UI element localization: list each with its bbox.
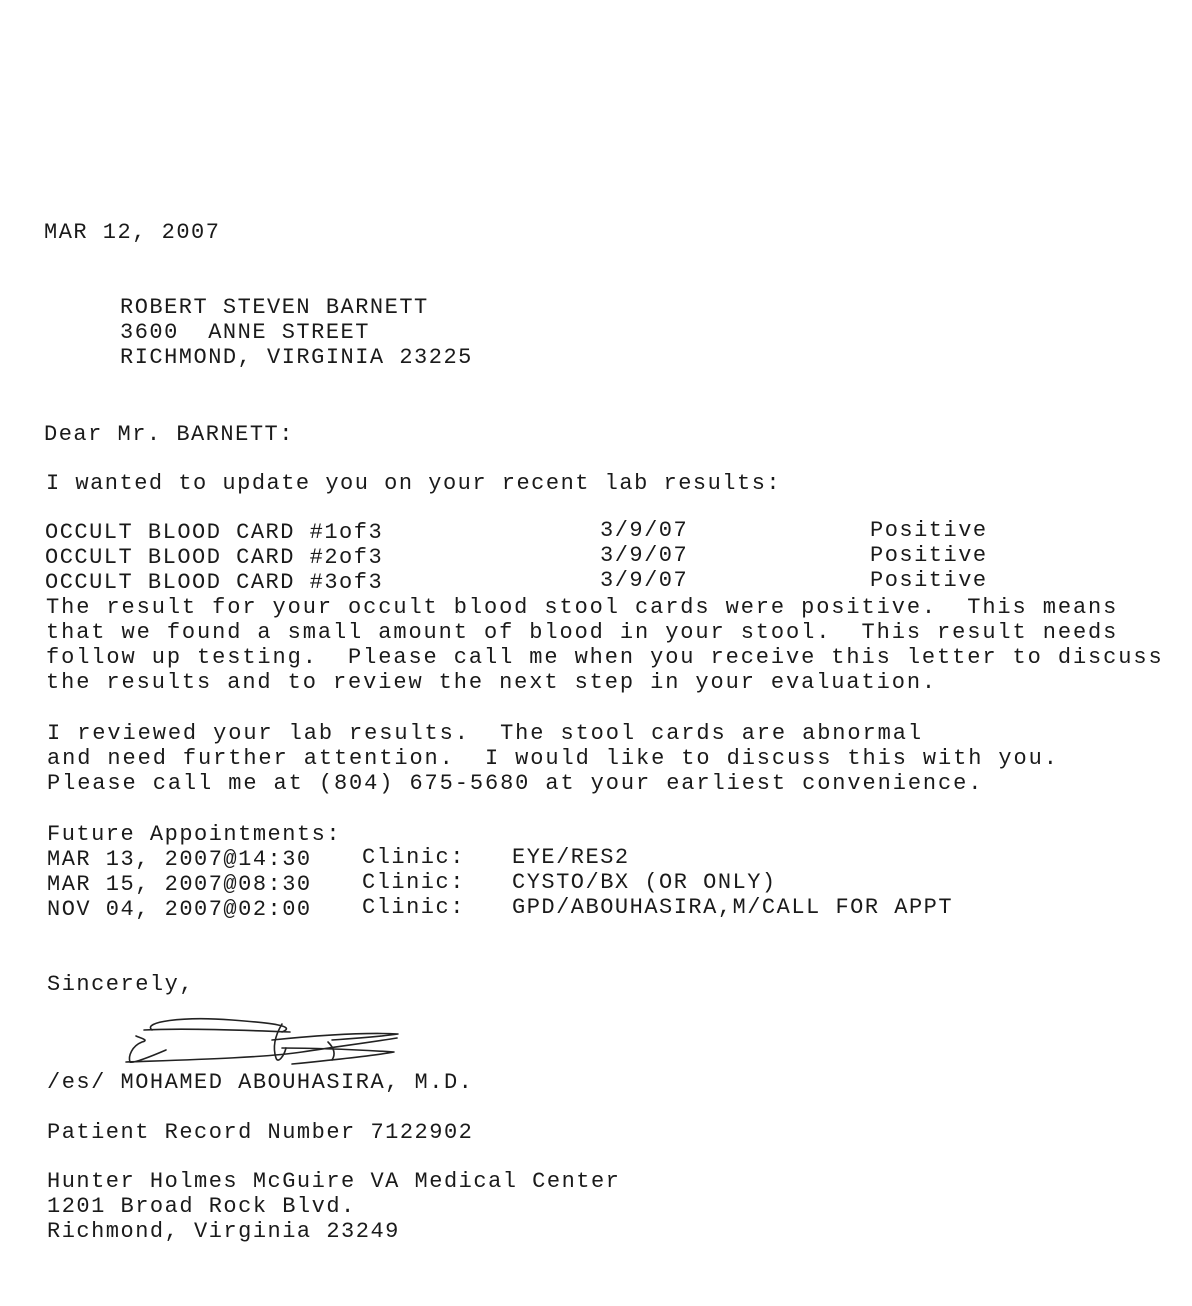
recipient-street: 3600 ANNE STREET: [120, 320, 370, 345]
paragraph-line: Please call me at (804) 675-5680 at your earliest convenience.: [47, 771, 984, 796]
paragraph-line: The result for your occult blood stool cards were positive. This means: [46, 595, 1119, 620]
paragraph-line: and need further attention. I would like to discuss this with you.: [47, 746, 1059, 771]
facility-street: 1201 Broad Rock Blvd.: [47, 1194, 356, 1219]
lab-test-date: 3/9/07: [600, 543, 689, 568]
closing: Sincerely,: [47, 972, 195, 997]
facility-name: Hunter Holmes McGuire VA Medical Center: [47, 1169, 621, 1194]
lab-test-date: 3/9/07: [600, 568, 689, 593]
lab-test-name: OCCULT BLOOD CARD #2of3: [45, 545, 384, 570]
salutation: Dear Mr. BARNETT:: [44, 422, 294, 447]
intro-line: I wanted to update you on your recent lab results:: [46, 471, 782, 496]
appointment-label: Clinic:: [362, 845, 465, 870]
appointment-datetime: NOV 04, 2007@02:00: [47, 897, 312, 922]
appointment-label: Clinic:: [362, 895, 465, 920]
paragraph-line: that we found a small amount of blood in your stool. This result needs: [46, 620, 1119, 645]
appointments-heading: Future Appointments:: [47, 822, 342, 847]
recipient-name: ROBERT STEVEN BARNETT: [120, 295, 429, 320]
paragraph-line: I reviewed your lab results. The stool cards are abnormal: [47, 721, 923, 746]
lab-test-result: Positive: [870, 518, 988, 543]
appointment-clinic: CYSTO/BX (OR ONLY): [512, 870, 777, 895]
recipient-city: RICHMOND, VIRGINIA 23225: [120, 345, 473, 370]
lab-test-result: Positive: [870, 568, 988, 593]
lab-test-result: Positive: [870, 543, 988, 568]
appointment-datetime: MAR 15, 2007@08:30: [47, 872, 312, 897]
signer-name: /es/ MOHAMED ABOUHASIRA, M.D.: [47, 1070, 474, 1095]
appointment-clinic: EYE/RES2: [512, 845, 630, 870]
facility-city: Richmond, Virginia 23249: [47, 1219, 400, 1244]
appointment-label: Clinic:: [362, 870, 465, 895]
handwritten-signature: [122, 1012, 412, 1074]
paragraph-line: the results and to review the next step in your evaluation.: [46, 670, 938, 695]
lab-test-date: 3/9/07: [600, 518, 689, 543]
lab-test-name: OCCULT BLOOD CARD #1of3: [45, 520, 384, 545]
lab-test-name: OCCULT BLOOD CARD #3of3: [45, 570, 384, 595]
appointment-datetime: MAR 13, 2007@14:30: [47, 847, 312, 872]
letter-date: MAR 12, 2007: [44, 220, 221, 245]
paragraph-line: follow up testing. Please call me when you receive this letter to discuss: [46, 645, 1164, 670]
patient-record-number: Patient Record Number 7122902: [47, 1120, 474, 1145]
appointment-clinic: GPD/ABOUHASIRA,M/CALL FOR APPT: [512, 895, 954, 920]
